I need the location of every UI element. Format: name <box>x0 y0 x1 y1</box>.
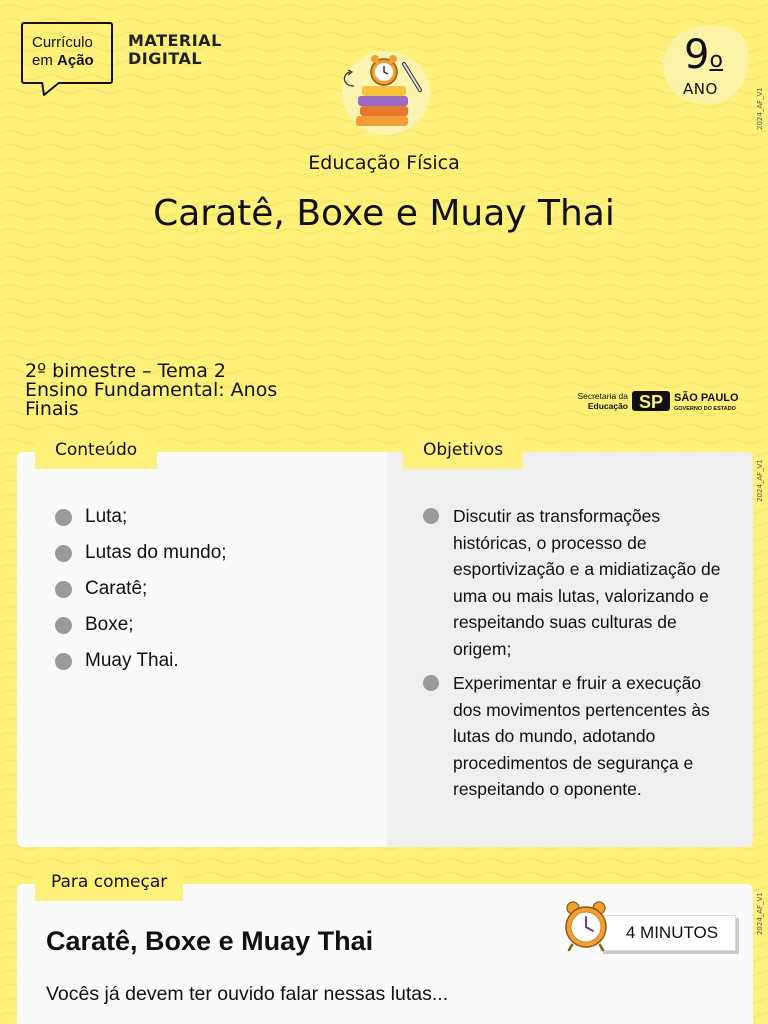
books-clock-icon <box>334 46 434 138</box>
section-title: Caratê, Boxe e Muay Thai <box>46 926 374 956</box>
bullet-icon <box>423 675 439 691</box>
duration-badge: 4 MINUTOS <box>600 915 736 951</box>
secretaria-line-2: Educação <box>587 401 628 411</box>
meta-line-1: 2º bimestre – Tema 2 <box>25 360 226 382</box>
curriculo-em-acao-logo <box>21 22 113 84</box>
sp-mark: SP <box>638 392 664 412</box>
list-item: Luta; <box>55 505 375 541</box>
secretaria-line-1: Secretaria da <box>577 391 628 401</box>
list-item: Lutas do mundo; <box>55 541 375 577</box>
chat-bubble-icon <box>40 82 70 98</box>
logo-line-2: em Ação <box>32 52 94 69</box>
tab-para-comecar: Para começar <box>35 867 183 901</box>
bullet-icon <box>55 617 72 634</box>
bullet-icon <box>55 653 72 670</box>
bullet-icon <box>55 545 72 562</box>
list-item: Boxe; <box>55 613 375 649</box>
objetivos-list <box>423 503 733 811</box>
bullet-icon <box>55 581 72 598</box>
tab-objetivos: Objetivos <box>403 435 523 469</box>
page-title: Caratê, Boxe e Muay Thai <box>153 193 615 234</box>
list-item: Caratê; <box>55 577 375 613</box>
material-digital-logo: MATERIAL DIGITAL <box>128 31 222 68</box>
secretaria-educacao-logo <box>572 389 748 413</box>
list-item: Muay Thai. <box>55 649 375 685</box>
meta-line-2: Ensino Fundamental: Anos <box>25 379 278 401</box>
sao-paulo-label: SÃO PAULO <box>674 392 739 404</box>
bullet-icon <box>423 508 439 524</box>
list-item: Discutir as transformações históricas, o processo de esportivização e a midiatização de uma ou mais lutas, valorizando e respeitando suas culturas de origem; <box>423 503 733 662</box>
meta-line-3: Finais <box>25 398 79 420</box>
lesson-meta <box>25 362 325 419</box>
governo-label: GOVERNO DO ESTADO <box>674 406 736 412</box>
subject-title: Educação Física <box>308 152 460 174</box>
side-code: 2024_AF_V1 <box>756 892 764 935</box>
section-text: Vocês já devem ter ouvido falar nessas lutas... <box>46 983 449 1005</box>
logo-line-1: Currículo <box>32 34 93 51</box>
grade-label: ANO <box>683 80 718 98</box>
tab-conteudo: Conteúdo <box>35 435 157 469</box>
side-code: 2024_AF_V1 <box>756 459 764 502</box>
list-item: Experimentar e fruir a execução dos movimentos pertencentes às lutas do mundo, adotando procedimentos de segurança e respeitando o oponente. <box>423 670 733 803</box>
grade-number: 9$^o$ <box>684 32 723 78</box>
bullet-icon <box>55 509 72 526</box>
side-code: 2024_AF_V1 <box>756 87 764 130</box>
alarm-clock-icon <box>560 899 612 953</box>
conteudo-list <box>55 505 375 685</box>
